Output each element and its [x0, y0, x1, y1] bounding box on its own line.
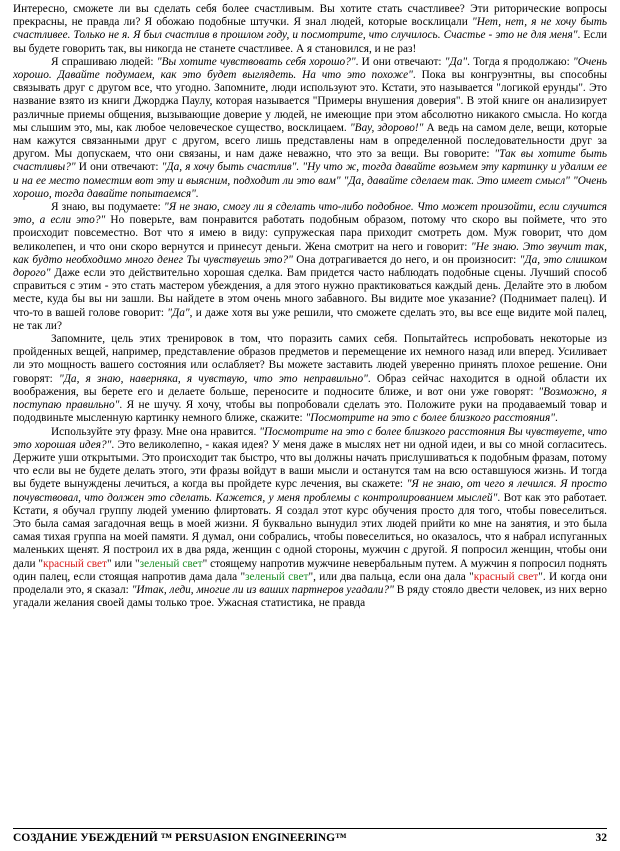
italic-quote: "Да, это слишком дорого" [13, 253, 607, 280]
text-run: Я спрашиваю людей: [51, 55, 157, 68]
italic-quote: "Посмотрите на это с более близкого расстояния" [305, 412, 555, 425]
text-run: ". И когда они проделали это, я сказал: [13, 570, 608, 596]
italic-quote: "Посмотрите на это с более близкого расстояния Вы чувствуете, что это хорошая идея?" [13, 425, 607, 451]
text-run: ", или два пальца, если она дала " [308, 570, 474, 583]
green-light-term: зеленый свет [139, 557, 203, 570]
paragraph-1 [13, 3, 607, 56]
text-run: . Тогда я продолжаю: [467, 55, 573, 68]
text-run: Используйте эту фразу. Мне она нравится. [51, 425, 260, 438]
italic-quote: "Да" [167, 306, 190, 319]
text-run: В ряду стояло двести человек, из них верно угадали желания своей дамы только трое. Ужасная статистика, не правда [13, 583, 607, 610]
paragraph-2 [13, 56, 607, 201]
text-run: " стоящему напротив мужчине невербальным путем. А мужчин я попросил поднять один палец, если стоящая напротив дама дала " [13, 557, 607, 583]
text-run: А ведь на самом деле, вещи, которые нам кажутся связанными друг с другом, всего лишь представлены нам в определенной последовательности друг за другом. Мы допускаем, что они связаны, и нам даже неважно, что это за вещи. Вы говорите: [13, 121, 607, 161]
italic-quote: "Не знаю. Это звучит так, как будто необходимо много денег Ты чувствуешь это?" [13, 240, 607, 266]
text-run: Даже если это действительно хорошая сделка. Вам придется часто наблюдать подобные сцены. Лучший способ справиться с этим - это стать мастером убеждения, а для этого нужно практиковаться каждый день. Делайте это в любом месте, куда бы вы ни зашли. Вы найдете в этом очень много забавного. Вы видите мое указание? (Поднимает палец). И что-то в вашей голове говорит: [13, 267, 607, 319]
italic-quote: "Вы хотите чувствовать себя хорошо?" [156, 55, 356, 68]
text-run: Интересно, сможете ли вы сделать себя более счастливым. Вы хотите стать счастливее? Эти риторические вопросы прекрасны, не правда ли? Я обожаю подобные штучки. Я знал людей, которые восклицали [13, 3, 607, 29]
red-light-term: красный свет [473, 570, 539, 583]
italic-quote: "Я не знаю, от чего я лечился. Я просто почувствовал, что должен это сделать. Кажется, у меня проблемы с контролированием мыслей" [13, 478, 607, 504]
red-light-term: красный свет [43, 557, 107, 570]
page-number: 32 [595, 832, 607, 844]
page-footer [13, 832, 607, 844]
italic-quote: "Нет, нет, я не хочу быть счастливее. Только не я. Я был счастлив в прошлом году, и посмотрите, что случилось. Счастье - это не для меня" [13, 16, 608, 42]
italic-quote: "Да, я знаю, наверняка, я чувствую, что это неправильно" [59, 372, 368, 385]
body-text [13, 3, 607, 610]
italic-quote: "Я не знаю, смогу ли я сделать что-либо подобное. Что может произойти, если случится это, а если это?" [13, 201, 607, 227]
text-run: , и даже хотя вы уже решили, что сможете сделать это, вы все еще видите мой палец, не так ли? [13, 306, 607, 332]
text-run: И они отвечают: [75, 161, 162, 174]
green-light-term: зеленый свет [245, 570, 309, 583]
text-run: . Это великолепно, - какая идея? У меня даже в мыслях нет ни одной идеи, и вы со мной согласитесь. Держите уши открытыми. Это происходит так быстро, что вы должны начать прислушиваться к подобным фразам, потому что если вы не будете делать этого, эти фразы войдут в ваши мысли и останутся там на всю оставшуюся жизнь. И тогда вы будете вынуждены лечиться, а когда вы пройдете курс лечения, вы скажете: [13, 438, 607, 491]
text-run: " или " [106, 557, 140, 570]
text-run: . Я не шучу. Я хочу, чтобы вы попробовали сделать это. Положите руки на продаваемый товар и пододвиньте мысленную картинку немного ближе, скажите: [13, 399, 607, 425]
text-run: . Вот как это работает. Кстати, я обучал группу людей умению флиртовать. Я создал этот курс обучения просто для того, чтобы повеселиться. Это была самая загадочная вещь в моей жизни. Я буквально вынудил этих людей прийти ко мне на занятия, и это была самая тихая группа на моей памяти. Я думал, они собрались, чтобы повеселиться, но оказалось, что я набрал испуганных маленьких щенят. Я построил их в два ряда, женщин с одной стороны, мужчин с другой. Я попросил женщин, чтобы они дали " [13, 491, 607, 570]
italic-quote: "Вау, здорово!" [349, 121, 424, 134]
text-run: . Пока вы конгруэнтны, вы способны связывать друг с другом все, что угодно. Запомните, люди используют это. Кстати, это называется "логикой ерунды". Это название взято из книги Джорджа Паулу, которая называется "Примеры внушения доверия". В этой книге он анализирует различные приемы общения, вызывающие доверие у людей, не имеющие при этом абсолютно никакого смысла. Но когда мы слышим это, мы, как любое человеческое существо, восклицаем. [13, 69, 607, 134]
paragraph-3 [13, 201, 607, 333]
text-run: Она дотрагивается до него, и он произносит: [292, 253, 520, 266]
italic-quote: "Да, я хочу быть счастлив". "Ну что ж, тогда давайте возьмем эту картинку и удалим ее и на ее место поместим вот эту и выясним, подходит ли это вам" "Да, давайте сделаем так. Это имеет смысл" "Очень хорошо, тогда давайте попытаемся". [13, 161, 607, 200]
text-run: . Образ сейчас находится в одной области их воображения, вы берете его и делаете больше, переносите и подносите ближе, и вот они уже говорят: [13, 372, 608, 398]
footer-title: СОЗДАНИЕ УБЕЖДЕНИЙ ™ PERSUASION ENGINEERING™ [13, 832, 347, 844]
text-run: . [554, 412, 558, 425]
text-run: . И они отвечают: [355, 55, 445, 68]
italic-quote: "Очень хорошо. Давайте подумаем, как это будет выглядеть. На что это похоже" [13, 55, 608, 82]
italic-quote: "Итак, леди, многие ли из ваших партнеров угадали?" [131, 583, 394, 596]
italic-quote: "Возможно, я поступаю правильно" [13, 385, 607, 412]
paragraph-5 [13, 426, 607, 611]
footer-divider [13, 828, 607, 829]
text-run: . Если вы будете говорить так, вы никогда не станете счастливее. А я становился, и не раз! [13, 29, 607, 55]
italic-quote: "Да" [444, 55, 468, 68]
paragraph-4 [13, 333, 607, 425]
text-run: Но поверьте, вам понравится работать подобным образом, потому что скоро вы поймете, что это происходит повсеместно. Вот что я имею в виду: супружеская пара приходит смотреть дом. Муж говорит, что дом великолепен, и что они скоро вернутся и принесут деньги. Жена смотрит на него и говорит: [13, 214, 607, 253]
italic-quote: "Так вы хотите быть счастливы?" [13, 148, 607, 174]
text-run: Запомните, цель этих тренировок в том, что поразить самих себя. Попытайтесь испробовать некоторые из пройденных вещей, например, представление образов предметов и перемещение их немного назад или вперед. Усиливает ли это мощность вашего состояния или ослабляет? Вы можете заставить людей уверенно принять плохое решение. Они говорят: [13, 333, 607, 385]
text-run: Я знаю, вы подумаете: [51, 201, 165, 214]
